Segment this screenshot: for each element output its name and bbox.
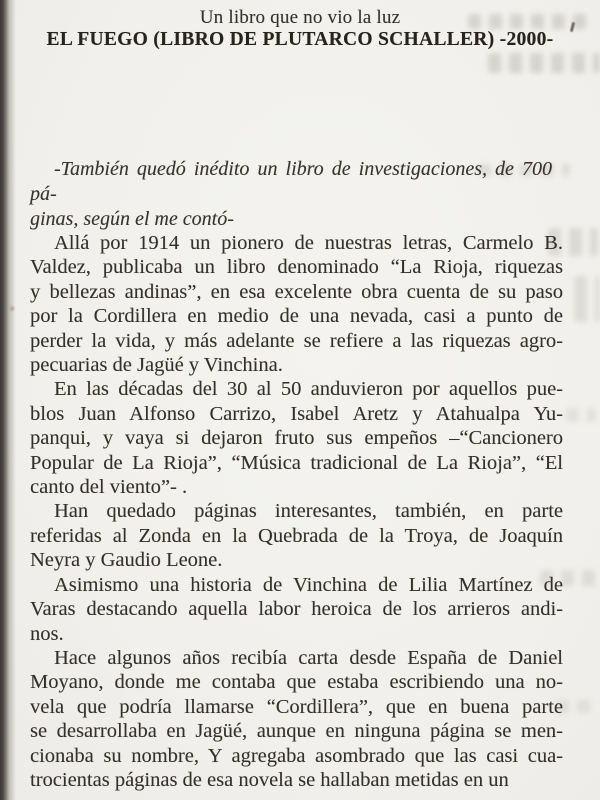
scan-edge-shadow [0, 0, 18, 800]
bleedthrough-mark [574, 276, 600, 322]
body-line: Moyano, donde me contaba que estaba escribiendo una no- [30, 671, 563, 694]
body-line: blos Juan Alfonso Carrizo, Isabel Aretz y Atahualpa Yu- [30, 402, 563, 425]
bleedthrough-mark [566, 408, 596, 422]
body-line: pecuarias de Jagüé y Vinchina. [30, 354, 283, 377]
body-line: Hace algunos años recibía carta desde España de Daniel [54, 646, 563, 669]
body-line: Asimismo una historia de Vinchina de Lilia Martínez de [54, 573, 563, 596]
epigraph-line: ginas, según el me contó- [30, 208, 234, 230]
body-line: se desarrollaba en Jagüé, aunque en ninguna página se men- [30, 720, 563, 743]
body-text [30, 231, 563, 792]
body-line: perder la vida, y más adelante se refiere a las riquezas agro- [30, 329, 563, 352]
body-line: Han quedado páginas interesantes, también, en parte [54, 500, 563, 523]
body-line: Varas destacando aquella labor heroica de los arrieros andi- [30, 598, 563, 621]
body-line: trocientas páginas de esa novela se hallaban metidas en un [30, 768, 509, 791]
chapter-subtitle: Un libro que no vio la luz [199, 7, 401, 28]
body-line: por la Cordillera en medio de una nevada, casi a punto de [30, 305, 563, 328]
epigraph-line: -También quedó inédito un libro de investigaciones, de 700 pá- [30, 158, 552, 205]
body-line: nos. [30, 622, 64, 645]
body-line: Neyra y Gaudio Leone. [30, 549, 223, 572]
body-line: cionaba su nombre, Y agregaba asombrado que las casi cua- [30, 744, 563, 767]
body-line: canto del viento”- . [30, 476, 188, 499]
chapter-title: EL FUEGO (LIBRO DE PLUTARCO SCHALLER) -2000- [46, 29, 554, 50]
body-line: panqui, y vaya si dejaron fruto sus empeños –“Cancionero [30, 427, 563, 450]
body-line: referidas al Zonda en la Quebrada de la Troya, de Joaquín [30, 524, 563, 547]
epigraph [30, 157, 552, 232]
body-line: vela que podría llamarse “Cordillera”, que en buena parte [30, 695, 563, 718]
body-line: Popular de La Rioja”, “Música tradicional de La Rioja”, “El [30, 451, 563, 474]
body-line: Valdez, publicaba un libro denominado “La Rioja, riquezas [30, 256, 563, 279]
body-line: En las décadas del 30 al 50 anduvieron por aquellos pue- [54, 378, 563, 401]
body-line: y bellezas andinas”, en esa excelente obra cuenta de su paso [30, 280, 563, 303]
body-line: Allá por 1914 un pionero de nuestras letras, Carmelo B. [54, 232, 563, 254]
bleedthrough-mark [488, 53, 600, 73]
